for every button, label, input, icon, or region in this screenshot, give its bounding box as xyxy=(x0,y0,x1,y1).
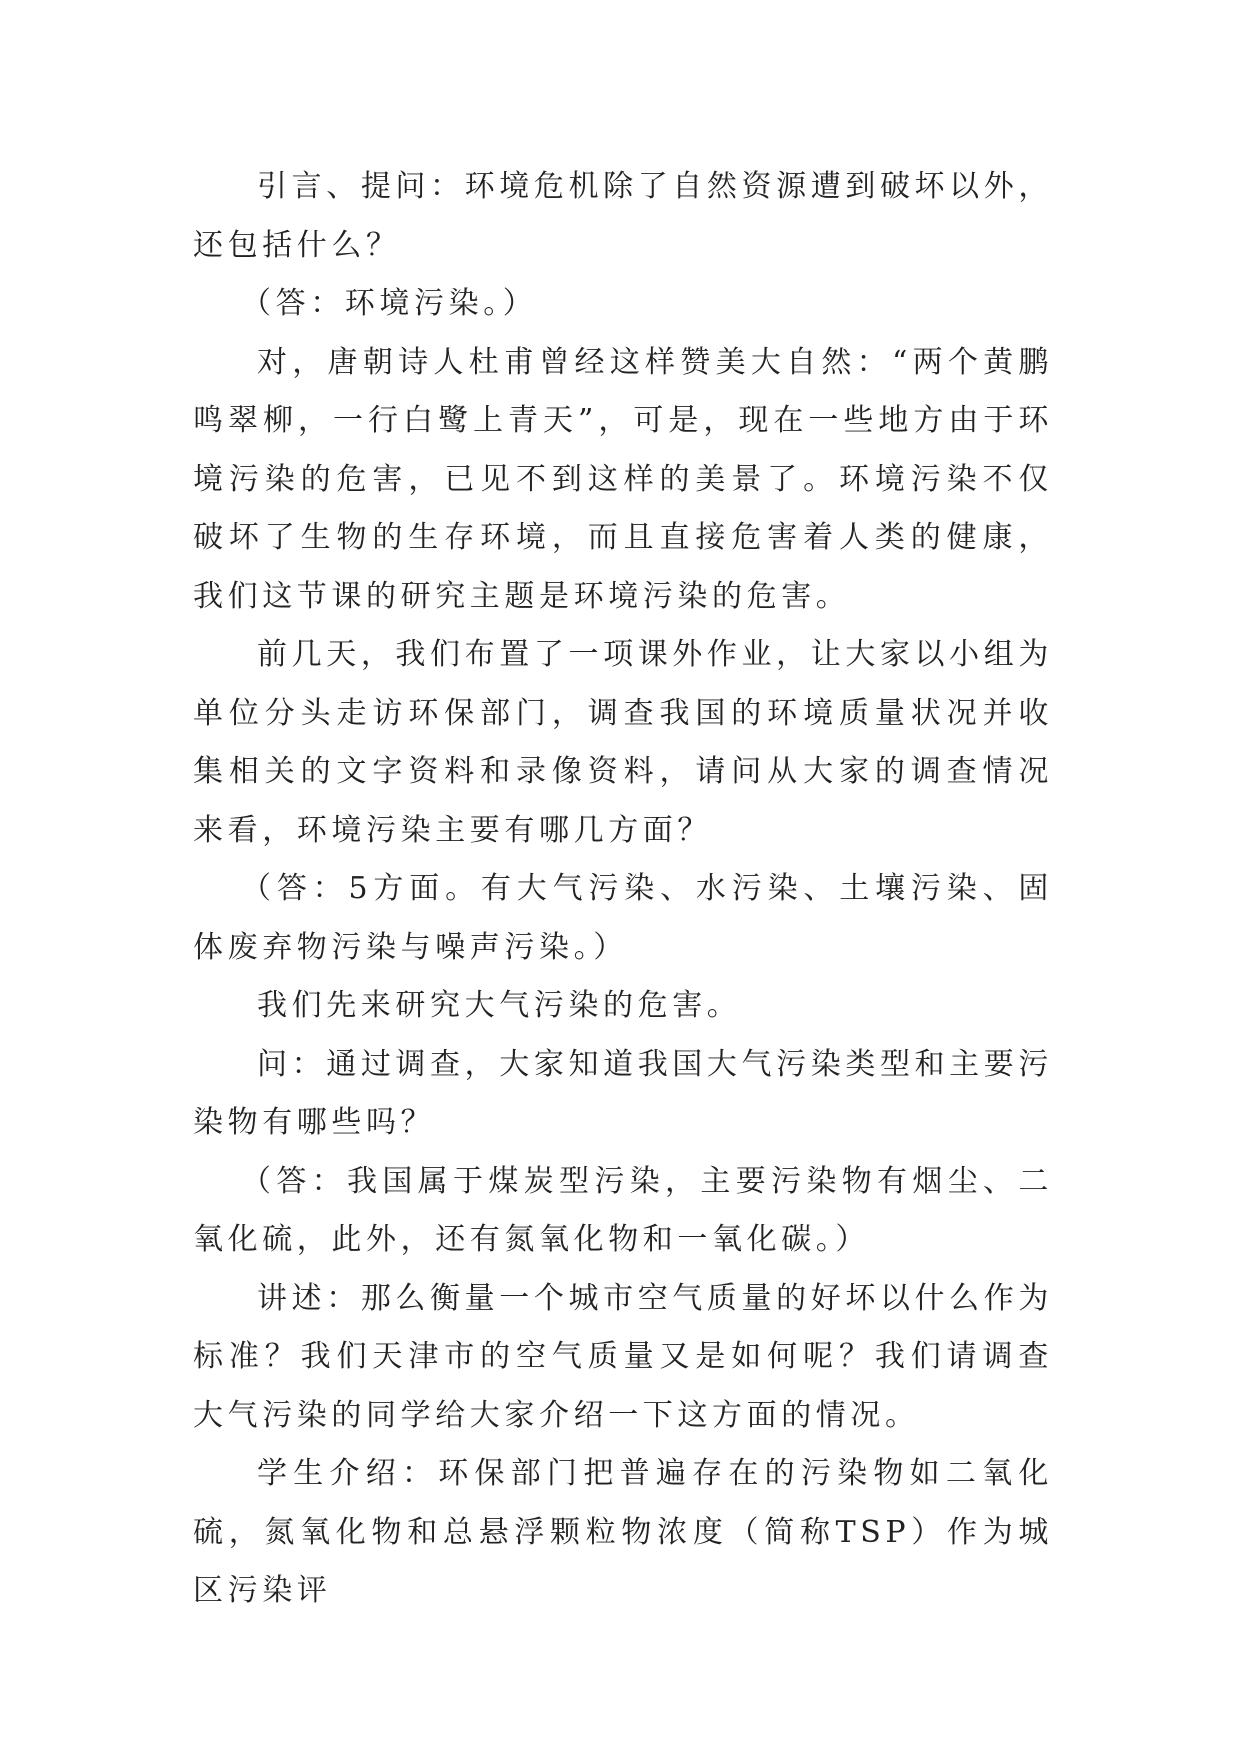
paragraph-intro-question: 引言、提问：环境危机除了自然资源遭到破坏以外，还包括什么？ xyxy=(193,169,1053,263)
paragraph-homework-survey: 前几天，我们布置了一项课外作业，让大家以小组为单位分头走访环保部门，调查我国的环境质量状况并收集相关的文字资料和录像资料，请问从大家的调查情况来看，环境污染主要有哪几方面？ xyxy=(193,637,1053,848)
document-body xyxy=(193,158,1053,1621)
paragraph-air-quality-standard: 讲述：那么衡量一个城市空气质量的好坏以什么作为标准？我们天津市的空气质量又是如何呢？我们请调查大气污染的同学给大家介绍一下这方面的情况。 xyxy=(193,1280,1053,1433)
paragraph-answer-pollution: （答：环境污染。） xyxy=(241,286,538,321)
paragraph-answer-five-aspects: （答：5方面。有大气污染、水污染、土壤污染、固体废弃物污染与噪声污染。） xyxy=(193,871,1053,965)
paragraph-answer-coal-type: （答：我国属于煤炭型污染，主要污染物有烟尘、二氧化硫，此外，还有氮氧化物和一氧化碳。） xyxy=(193,1163,1053,1257)
paragraph-du-fu-poem: 对，唐朝诗人杜甫曾经这样赞美大自然：“两个黄鹏鸣翠柳，一行白鹭上青天”，可是，现在一些地方由于环境污染的危害，已见不到这样的美景了。环境污染不仅破坏了生物的生存环境，而且直接危害着人类的健康，我们这节课的研究主题是环境污染的危害。 xyxy=(193,344,1053,614)
paragraph-question-pollutants: 问：通过调查，大家知道我国大气污染类型和主要污染物有哪些吗？ xyxy=(193,1046,1053,1140)
paragraph-air-pollution-intro: 我们先来研究大气污染的危害。 xyxy=(257,988,742,1023)
paragraph-student-introduction: 学生介绍：环保部门把普遍存在的污染物如二氧化硫，氮氧化物和总悬浮颗粒物浓度（简称TSP）作为城区污染评 xyxy=(193,1456,1053,1608)
